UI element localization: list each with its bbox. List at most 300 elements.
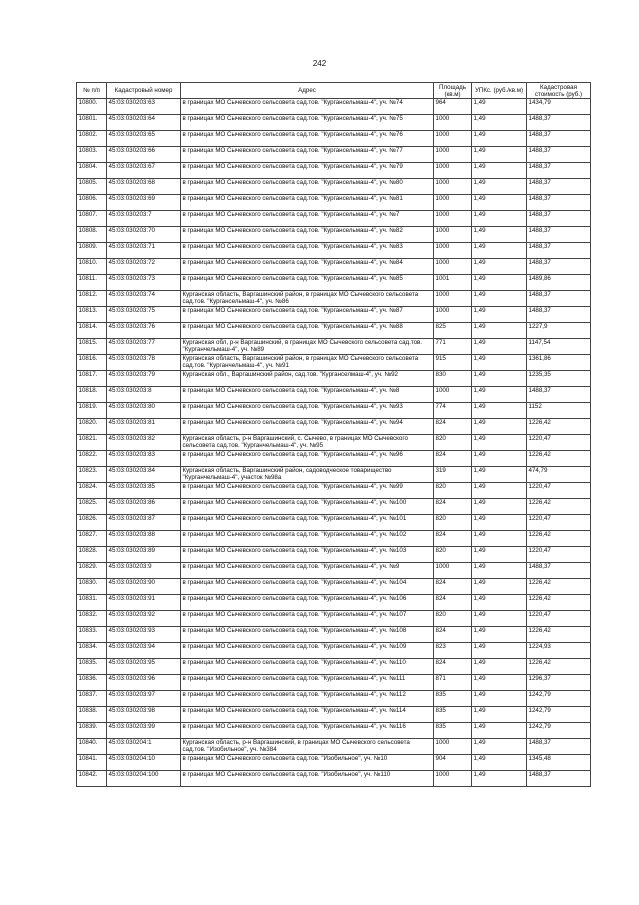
row-num: 10807. <box>77 211 107 227</box>
cadastral-cost: 1152 <box>527 403 591 419</box>
row-num: 10841. <box>77 755 107 771</box>
address: в границах МО Сычевского сельсовета сад.тов. "Кургансельмаш-4", уч. №107 <box>181 611 434 627</box>
cadastral-cost: 1226,42 <box>527 659 591 675</box>
cadastral-number: 45:03:030203:98 <box>107 707 181 723</box>
area: 871 <box>434 675 472 691</box>
cadastral-cost: 1220,47 <box>527 435 591 451</box>
cadastral-number: 45:03:030203:73 <box>107 275 181 291</box>
cadastral-cost: 1488,37 <box>527 179 591 195</box>
table-row <box>77 739 591 755</box>
address: Курганская обл, р-н Варгашинский, в границах МО Сычевского сельсовета сад.тов. "Курганчельмаш-4", уч. №89 <box>181 339 434 355</box>
address: Курганская обл., Варгашинский район, сад.тов. "Курганселмаш-4", уч. №92 <box>181 371 434 387</box>
cadastral-cost: 1226,42 <box>527 579 591 595</box>
address: Курганская область, Варгашинский район, в границах МО Сычевского сельсовета сад.тов. "Кургансельмаш-4", уч. №86 <box>181 291 434 307</box>
upks: 1,49 <box>472 307 527 323</box>
row-num: 10823. <box>77 467 107 483</box>
table-row <box>77 771 591 787</box>
row-num: 10830. <box>77 579 107 595</box>
address: в границах МО Сычевского сельсовета сад.тов. "Кургансельмаш-4", уч. №76 <box>181 131 434 147</box>
table-row <box>77 659 591 675</box>
address: в границах МО Сычевского сельсовета сад.тов. "Кургансельмаш-4", уч. №87 <box>181 307 434 323</box>
upks: 1,49 <box>472 627 527 643</box>
row-num: 10808. <box>77 227 107 243</box>
address: Курганская область, р-н Варгашинский, в границах МО Сычевского сельсовета сад.тов. "Изобильное", уч. №384 <box>181 739 434 755</box>
address: в границах МО Сычевского сельсовета сад.тов. "Кургансельмаш-4", уч. №108 <box>181 627 434 643</box>
cadastral-cost: 1488,37 <box>527 291 591 307</box>
address: в границах МО Сычевского сельсовета сад.тов. "Кургансельмаш-4", уч. №94 <box>181 419 434 435</box>
area: 904 <box>434 755 472 771</box>
cadastral-number: 45:03:030203:83 <box>107 451 181 467</box>
row-num: 10825. <box>77 499 107 515</box>
header-area: Площадь (кв.м) <box>434 83 472 99</box>
area: 1000 <box>434 195 472 211</box>
address: в границах МО Сычевского сельсовета сад.тов. "Кургансельмаш-4", уч. №88 <box>181 323 434 339</box>
address: в границах МО Сычевского сельсовета сад.тов. "Кургансельмаш-4", уч. №102 <box>181 531 434 547</box>
address: в границах МО Сычевского сельсовета сад.тов. "Кургансельмаш-4", уч. №99 <box>181 483 434 499</box>
upks: 1,49 <box>472 771 527 787</box>
cadastral-cost: 1220,47 <box>527 483 591 499</box>
address: в границах МО Сычевского сельсовета сад.тов. "Изобильное", уч. №10 <box>181 755 434 771</box>
upks: 1,49 <box>472 675 527 691</box>
upks: 1,49 <box>472 179 527 195</box>
cadastral-number: 45:03:030203:76 <box>107 323 181 339</box>
cadastral-cost: 1220,47 <box>527 547 591 563</box>
cadastral-number: 45:03:030203:63 <box>107 99 181 115</box>
cadastral-cost: 1220,47 <box>527 515 591 531</box>
cadastral-cost: 1227,9 <box>527 323 591 339</box>
cadastral-cost: 1226,42 <box>527 419 591 435</box>
area: 771 <box>434 339 472 355</box>
area: 1000 <box>434 387 472 403</box>
table-row <box>77 643 591 659</box>
cadastral-cost: 1488,37 <box>527 227 591 243</box>
address: в границах МО Сычевского сельсовета сад.тов. "Кургансельмаш-4", уч. №83 <box>181 243 434 259</box>
address: в границах МО Сычевского сельсовета сад.тов. "Кургансельмаш-4", уч. №111 <box>181 675 434 691</box>
address: в границах МО Сычевского сельсовета сад.тов. "Кургансельмаш-4", уч. №104 <box>181 579 434 595</box>
address: в границах МО Сычевского сельсовета сад.тов. "Кургансельмаш-4", уч. №9 <box>181 563 434 579</box>
cadastral-number: 45:03:030203:71 <box>107 243 181 259</box>
area: 824 <box>434 531 472 547</box>
cadastral-number: 45:03:030204:10 <box>107 755 181 771</box>
cadastral-cost: 1488,37 <box>527 195 591 211</box>
cadastral-cost: 1235,35 <box>527 371 591 387</box>
upks: 1,49 <box>472 403 527 419</box>
area: 830 <box>434 371 472 387</box>
table-row <box>77 195 591 211</box>
area: 824 <box>434 499 472 515</box>
cadastral-number: 45:03:030203:75 <box>107 307 181 323</box>
cadastral-cost: 1226,42 <box>527 595 591 611</box>
table-row <box>77 275 591 291</box>
area: 1000 <box>434 563 472 579</box>
upks: 1,49 <box>472 419 527 435</box>
header-cadastral-cost: Кадастровая стоимость (руб.) <box>527 83 591 99</box>
area: 1000 <box>434 243 472 259</box>
table-row <box>77 595 591 611</box>
address: Курганская область, Варгашинский район, в границах МО Сычевского сельсовета сад.тов. "Курганчельмаш-4", уч. №91 <box>181 355 434 371</box>
address: в границах МО Сычевского сельсовета сад.тов. "Кургансельмаш-4", уч. №93 <box>181 403 434 419</box>
table-row <box>77 307 591 323</box>
cadastral-cost: 1434,79 <box>527 99 591 115</box>
address: в границах МО Сычевского сельсовета сад.тов. "Кургансельмаш-4", уч. №106 <box>181 595 434 611</box>
cadastral-cost: 1226,42 <box>527 499 591 515</box>
cadastral-number: 45:03:030203:77 <box>107 339 181 355</box>
upks: 1,49 <box>472 147 527 163</box>
upks: 1,49 <box>472 515 527 531</box>
upks: 1,49 <box>472 707 527 723</box>
upks: 1,49 <box>472 611 527 627</box>
upks: 1,49 <box>472 531 527 547</box>
area: 1000 <box>434 147 472 163</box>
table-row <box>77 115 591 131</box>
upks: 1,49 <box>472 291 527 307</box>
row-num: 10818. <box>77 387 107 403</box>
table-row <box>77 371 591 387</box>
area: 820 <box>434 435 472 451</box>
area: 824 <box>434 419 472 435</box>
row-num: 10811. <box>77 275 107 291</box>
upks: 1,49 <box>472 739 527 755</box>
cadastral-number: 45:03:030203:90 <box>107 579 181 595</box>
table-row <box>77 227 591 243</box>
area: 319 <box>434 467 472 483</box>
cadastral-cost: 1488,37 <box>527 387 591 403</box>
area: 1000 <box>434 307 472 323</box>
table-row <box>77 515 591 531</box>
row-num: 10840. <box>77 739 107 755</box>
table-row <box>77 691 591 707</box>
cadastral-number: 45:03:030203:89 <box>107 547 181 563</box>
row-num: 10802. <box>77 131 107 147</box>
table-row <box>77 339 591 355</box>
upks: 1,49 <box>472 547 527 563</box>
cadastral-cost: 1488,37 <box>527 211 591 227</box>
upks: 1,49 <box>472 195 527 211</box>
table-row <box>77 611 591 627</box>
table-row <box>77 627 591 643</box>
cadastral-number: 45:03:030203:67 <box>107 163 181 179</box>
row-num: 10814. <box>77 323 107 339</box>
cadastral-number: 45:03:030203:80 <box>107 403 181 419</box>
cadastral-number: 45:03:030204:1 <box>107 739 181 755</box>
table-row <box>77 723 591 739</box>
table-row <box>77 259 591 275</box>
cadastral-cost: 1488,37 <box>527 307 591 323</box>
row-num: 10822. <box>77 451 107 467</box>
cadastral-number: 45:03:030203:69 <box>107 195 181 211</box>
address: в границах МО Сычевского сельсовета сад.тов. "Изобильное", уч. №110 <box>181 771 434 787</box>
row-num: 10817. <box>77 371 107 387</box>
area: 1000 <box>434 259 472 275</box>
cadastral-number: 45:03:030203:68 <box>107 179 181 195</box>
table-row <box>77 211 591 227</box>
table-header <box>77 83 591 99</box>
cadastral-number: 45:03:030203:82 <box>107 435 181 451</box>
cadastral-cost: 1489,86 <box>527 275 591 291</box>
row-num: 10833. <box>77 627 107 643</box>
cadastral-number: 45:03:030203:99 <box>107 723 181 739</box>
cadastral-number: 45:03:030203:79 <box>107 371 181 387</box>
upks: 1,49 <box>472 643 527 659</box>
area: 824 <box>434 659 472 675</box>
table-row <box>77 387 591 403</box>
table-row <box>77 147 591 163</box>
upks: 1,49 <box>472 755 527 771</box>
address: Курганская область, р-н Варгашинский, с. Сычево, в границах МО Сычевского сельсовета сад.тов. "Курганчельмаш-4", уч. №95 <box>181 435 434 451</box>
table-row <box>77 467 591 483</box>
address: в границах МО Сычевского сельсовета сад.тов. "Кургансельмаш-4", уч. №82 <box>181 227 434 243</box>
address: в границах МО Сычевского сельсовета сад.тов. "Кургансельмаш-4", уч. №81 <box>181 195 434 211</box>
upks: 1,49 <box>472 371 527 387</box>
row-num: 10831. <box>77 595 107 611</box>
address: в границах МО Сычевского сельсовета сад.тов. "Кургансельмаш-4", уч. №75 <box>181 115 434 131</box>
table-row <box>77 291 591 307</box>
row-num: 10834. <box>77 643 107 659</box>
cadastral-cost: 1226,42 <box>527 531 591 547</box>
upks: 1,49 <box>472 323 527 339</box>
row-num: 10815. <box>77 339 107 355</box>
row-num: 10809. <box>77 243 107 259</box>
header-upks: УПКс. (руб./кв.м) <box>472 83 527 99</box>
address: в границах МО Сычевского сельсовета сад.тов. "Кургансельмаш-4", уч. №112 <box>181 691 434 707</box>
cadastral-number: 45:03:030203:72 <box>107 259 181 275</box>
cadastral-number: 45:03:030203:92 <box>107 611 181 627</box>
area: 1000 <box>434 739 472 755</box>
cadastral-cost: 1226,42 <box>527 627 591 643</box>
upks: 1,49 <box>472 339 527 355</box>
table-row <box>77 451 591 467</box>
area: 820 <box>434 547 472 563</box>
table-row <box>77 179 591 195</box>
cadastral-cost: 1242,79 <box>527 691 591 707</box>
area: 824 <box>434 627 472 643</box>
cadastral-number: 45:03:030203:84 <box>107 467 181 483</box>
upks: 1,49 <box>472 563 527 579</box>
upks: 1,49 <box>472 467 527 483</box>
address: в границах МО Сычевского сельсовета сад.тов. "Кургансельмаш-4", уч. №109 <box>181 643 434 659</box>
row-num: 10804. <box>77 163 107 179</box>
cadastral-number: 45:03:030203:78 <box>107 355 181 371</box>
cadastral-cost: 1296,37 <box>527 675 591 691</box>
cadastral-number: 45:03:030203:8 <box>107 387 181 403</box>
cadastral-cost: 1488,37 <box>527 739 591 755</box>
table-row <box>77 547 591 563</box>
row-num: 10835. <box>77 659 107 675</box>
cadastral-number: 45:03:030203:96 <box>107 675 181 691</box>
area: 1001 <box>434 275 472 291</box>
address: в границах МО Сычевского сельсовета сад.тов. "Кургансельмаш-4", уч. №7 <box>181 211 434 227</box>
cadastral-cost: 1242,79 <box>527 723 591 739</box>
table-row <box>77 355 591 371</box>
header-num: № п/п <box>77 83 107 99</box>
cadastral-number: 45:03:030203:95 <box>107 659 181 675</box>
table-row <box>77 483 591 499</box>
area: 824 <box>434 579 472 595</box>
row-num: 10836. <box>77 675 107 691</box>
area: 820 <box>434 611 472 627</box>
cadastral-number: 45:03:030203:86 <box>107 499 181 515</box>
address: в границах МО Сычевского сельсовета сад.тов. "Кургансельмаш-4", уч. №84 <box>181 259 434 275</box>
area: 1000 <box>434 771 472 787</box>
upks: 1,49 <box>472 163 527 179</box>
cadastral-table <box>76 82 591 787</box>
address: в границах МО Сычевского сельсовета сад.тов. "Кургансельмаш-4", уч. №77 <box>181 147 434 163</box>
upks: 1,49 <box>472 99 527 115</box>
cadastral-number: 45:03:030203:97 <box>107 691 181 707</box>
cadastral-cost: 1242,79 <box>527 707 591 723</box>
address: в границах МО Сычевского сельсовета сад.тов. "Кургансельмаш-4", уч. №101 <box>181 515 434 531</box>
cadastral-cost: 1488,37 <box>527 771 591 787</box>
area: 824 <box>434 451 472 467</box>
area: 835 <box>434 691 472 707</box>
row-num: 10801. <box>77 115 107 131</box>
address: в границах МО Сычевского сельсовета сад.тов. "Кургансельмаш-4", уч. №96 <box>181 451 434 467</box>
area: 1000 <box>434 179 472 195</box>
upks: 1,49 <box>472 115 527 131</box>
upks: 1,49 <box>472 659 527 675</box>
table-row <box>77 499 591 515</box>
row-num: 10828. <box>77 547 107 563</box>
area: 825 <box>434 323 472 339</box>
upks: 1,49 <box>472 435 527 451</box>
row-num: 10824. <box>77 483 107 499</box>
header-address: Адрес <box>181 83 434 99</box>
row-num: 10838. <box>77 707 107 723</box>
table-row <box>77 403 591 419</box>
table-row <box>77 755 591 771</box>
table-row <box>77 323 591 339</box>
cadastral-cost: 1488,37 <box>527 163 591 179</box>
area: 774 <box>434 403 472 419</box>
cadastral-cost: 1226,42 <box>527 451 591 467</box>
upks: 1,49 <box>472 691 527 707</box>
row-num: 10819. <box>77 403 107 419</box>
table-body <box>77 99 591 787</box>
upks: 1,49 <box>472 259 527 275</box>
row-num: 10816. <box>77 355 107 371</box>
area: 823 <box>434 643 472 659</box>
cadastral-number: 45:03:030203:66 <box>107 147 181 163</box>
address: в границах МО Сычевского сельсовета сад.тов. "Кургансельмаш-4", уч. №100 <box>181 499 434 515</box>
area: 1000 <box>434 131 472 147</box>
table-row <box>77 531 591 547</box>
cadastral-cost: 1488,37 <box>527 563 591 579</box>
area: 964 <box>434 99 472 115</box>
cadastral-cost: 1488,37 <box>527 147 591 163</box>
cadastral-number: 45:03:030204:100 <box>107 771 181 787</box>
upks: 1,49 <box>472 483 527 499</box>
table-row <box>77 563 591 579</box>
upks: 1,49 <box>472 131 527 147</box>
upks: 1,49 <box>472 451 527 467</box>
address: Курганская область, Варгашинский район, садоводческое товарищество "Курганчельмаш-4", участок №98а <box>181 467 434 483</box>
address: в границах МО Сычевского сельсовета сад.тов. "Кургансельмаш-4", уч. №85 <box>181 275 434 291</box>
cadastral-cost: 1224,93 <box>527 643 591 659</box>
cadastral-number: 45:03:030203:70 <box>107 227 181 243</box>
address: в границах МО Сычевского сельсовета сад.тов. "Кургансельмаш-4", уч. №74 <box>181 99 434 115</box>
cadastral-cost: 1488,37 <box>527 259 591 275</box>
row-num: 10832. <box>77 611 107 627</box>
area: 1000 <box>434 163 472 179</box>
row-num: 10805. <box>77 179 107 195</box>
cadastral-cost: 1488,37 <box>527 131 591 147</box>
area: 1000 <box>434 227 472 243</box>
area: 915 <box>434 355 472 371</box>
cadastral-number: 45:03:030203:9 <box>107 563 181 579</box>
table-row <box>77 707 591 723</box>
row-num: 10826. <box>77 515 107 531</box>
upks: 1,49 <box>472 275 527 291</box>
table-row <box>77 579 591 595</box>
row-num: 10820. <box>77 419 107 435</box>
cadastral-number: 45:03:030203:81 <box>107 419 181 435</box>
cadastral-number: 45:03:030203:93 <box>107 627 181 643</box>
upks: 1,49 <box>472 387 527 403</box>
row-num: 10829. <box>77 563 107 579</box>
table-row <box>77 419 591 435</box>
address: в границах МО Сычевского сельсовета сад.тов. "Кургансельмаш-4", уч. №116 <box>181 723 434 739</box>
address: в границах МО Сычевского сельсовета сад.тов. "Кургансельмаш-4", уч. №80 <box>181 179 434 195</box>
table-row <box>77 435 591 451</box>
row-num: 10806. <box>77 195 107 211</box>
row-num: 10827. <box>77 531 107 547</box>
table-row <box>77 131 591 147</box>
row-num: 10839. <box>77 723 107 739</box>
cadastral-cost: 1147,54 <box>527 339 591 355</box>
upks: 1,49 <box>472 723 527 739</box>
area: 835 <box>434 723 472 739</box>
upks: 1,49 <box>472 595 527 611</box>
cadastral-number: 45:03:030203:87 <box>107 515 181 531</box>
row-num: 10803. <box>77 147 107 163</box>
upks: 1,49 <box>472 211 527 227</box>
row-num: 10813. <box>77 307 107 323</box>
row-num: 10842. <box>77 771 107 787</box>
cadastral-number: 45:03:030203:7 <box>107 211 181 227</box>
cadastral-number: 45:03:030203:94 <box>107 643 181 659</box>
table-row <box>77 675 591 691</box>
cadastral-cost: 1361,86 <box>527 355 591 371</box>
upks: 1,49 <box>472 579 527 595</box>
upks: 1,49 <box>472 355 527 371</box>
upks: 1,49 <box>472 243 527 259</box>
upks: 1,49 <box>472 499 527 515</box>
area: 820 <box>434 483 472 499</box>
cadastral-number: 45:03:030203:85 <box>107 483 181 499</box>
row-num: 10812. <box>77 291 107 307</box>
cadastral-number: 45:03:030203:74 <box>107 291 181 307</box>
cadastral-number: 45:03:030203:88 <box>107 531 181 547</box>
cadastral-cost: 1220,47 <box>527 611 591 627</box>
area: 820 <box>434 515 472 531</box>
area: 1000 <box>434 211 472 227</box>
header-row <box>77 83 591 99</box>
row-num: 10837. <box>77 691 107 707</box>
upks: 1,49 <box>472 227 527 243</box>
row-num: 10810. <box>77 259 107 275</box>
row-num: 10800. <box>77 99 107 115</box>
cadastral-cost: 474,79 <box>527 467 591 483</box>
cadastral-number: 45:03:030203:91 <box>107 595 181 611</box>
table-row <box>77 99 591 115</box>
cadastral-cost: 1488,37 <box>527 243 591 259</box>
area: 1000 <box>434 115 472 131</box>
header-cadastral-number: Кадастровый номер <box>107 83 181 99</box>
page-number: 242 <box>312 59 327 68</box>
address: в границах МО Сычевского сельсовета сад.тов. "Кургансельмаш-4", уч. №114 <box>181 707 434 723</box>
cadastral-cost: 1488,37 <box>527 115 591 131</box>
row-num: 10821. <box>77 435 107 451</box>
